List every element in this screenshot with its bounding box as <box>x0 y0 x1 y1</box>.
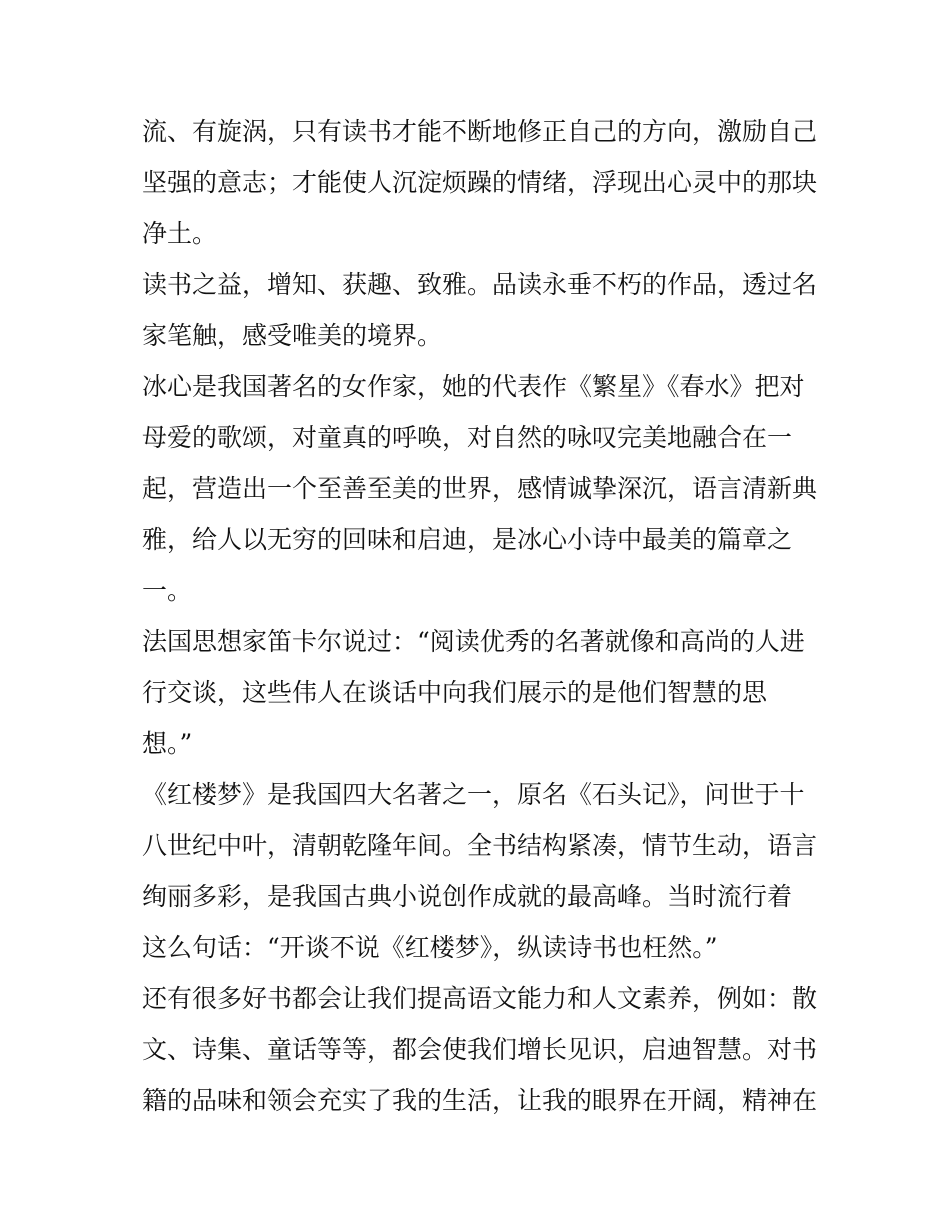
text-line: 这么句话：“开谈不说《红楼梦》，纵读诗书也枉然。” <box>142 933 718 962</box>
text-line: 籍的品味和领会充实了我的生活，让我的眼界在开阔，精神在 <box>142 1086 818 1115</box>
text-line: 流、有旋涡，只有读书才能不断地修正自己的方向，激励自己 <box>142 117 818 146</box>
text-line: 一。 <box>142 576 193 605</box>
text-line: 绚丽多彩，是我国古典小说创作成就的最高峰。当时流行着 <box>142 882 793 911</box>
text-line: 还有很多好书都会让我们提高语文能力和人文素养，例如：散 <box>142 984 818 1013</box>
text-line: 想。” <box>142 729 193 758</box>
text-line: 行交谈，这些伟人在谈话中向我们展示的是他们智慧的思 <box>142 678 768 707</box>
text-line: 坚强的意志；才能使人沉淀烦躁的情绪，浮现出心灵中的那块 <box>142 168 818 197</box>
text-line: 家笔触，感受唯美的境界。 <box>142 321 443 350</box>
text-line: 八世纪中叶，清朝乾隆年间。全书结构紧凑，情节生动，语言 <box>142 831 818 860</box>
text-line: 冰心是我国著名的女作家，她的代表作《繁星》《春水》把对 <box>142 372 805 401</box>
text-line: 母爱的歌颂，对童真的呼唤，对自然的咏叹完美地融合在一 <box>142 423 793 452</box>
text-line: 法国思想家笛卡尔说过：“阅读优秀的名著就像和高尚的人进 <box>142 627 805 656</box>
text-line: 《红楼梦》是我国四大名著之一，原名《石头记》，问世于十 <box>142 780 805 809</box>
text-line: 文、诗集、童话等等，都会使我们增长见识，启迪智慧。对书 <box>142 1035 818 1064</box>
text-line: 雅，给人以无穷的回味和启迪，是冰心小诗中最美的篇章之 <box>142 525 793 554</box>
text-line: 起，营造出一个至善至美的世界，感情诚挚深沉，语言清新典 <box>142 474 818 503</box>
text-line: 读书之益，增知、获趣、致雅。品读永垂不朽的作品，透过名 <box>142 270 818 299</box>
document-body <box>142 106 822 1126</box>
text-line: 净土。 <box>142 219 218 248</box>
